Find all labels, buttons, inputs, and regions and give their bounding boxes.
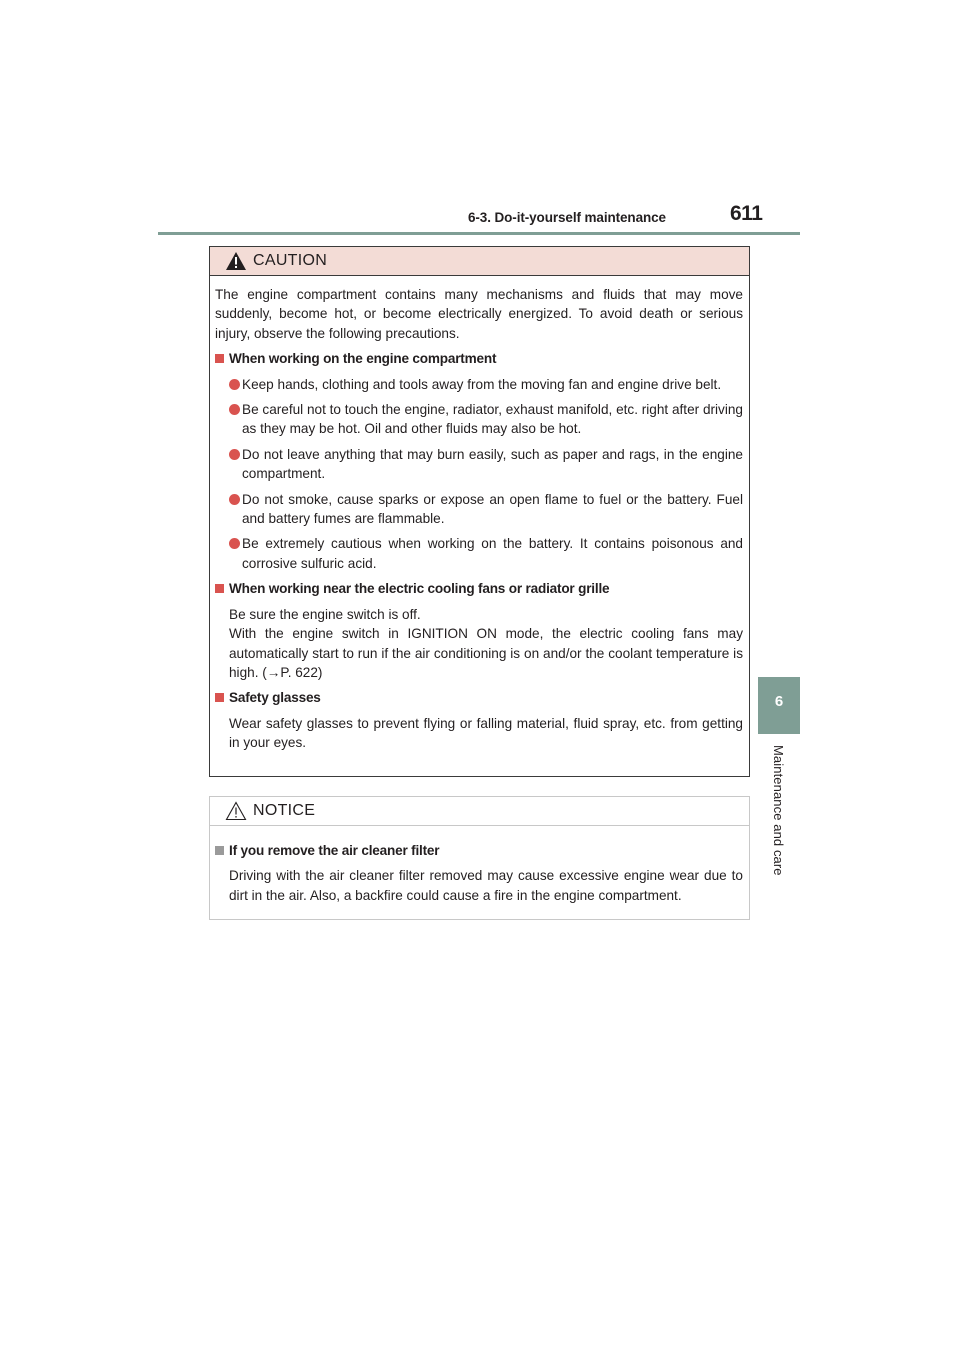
chapter-tab-label: Maintenance and care (771, 745, 786, 876)
caution-body (210, 276, 749, 753)
list-item: Do not leave anything that may burn easily, such as paper and rags, in the engine compartment. (215, 445, 743, 484)
caution-title: CAUTION (253, 252, 328, 269)
filter-text: Driving with the air cleaner filter removed may cause excessive engine wear due to dirt in the air. Also, a backfire could cause a fire in the engine compartment. (229, 868, 743, 903)
bullet-dot-icon (229, 449, 240, 460)
notice-box (209, 796, 750, 920)
bullet-dot-icon (229, 404, 240, 415)
square-bullet-icon (215, 354, 224, 363)
caution-heading-glasses: Safety glasses (215, 688, 743, 707)
engine-bullet-list (215, 375, 743, 574)
notice-body (210, 826, 749, 905)
chapter-tab-number: 6 (758, 677, 800, 734)
caution-intro: The engine compartment contains many mechanisms and fluids that may move suddenly, become hot, or become electrically energized. To avoid death or serious injury, observe the following precautions. (215, 287, 743, 341)
warning-outline-icon (225, 801, 247, 821)
caution-header (210, 247, 749, 276)
header-rule (158, 232, 800, 235)
notice-title: NOTICE (253, 802, 316, 819)
glasses-text: Wear safety glasses to prevent flying or falling material, fluid spray, etc. from getting in your eyes. (229, 715, 743, 751)
fans-text: Be sure the engine switch is off. With the engine switch in IGNITION ON mode, the electric cooling fans may automatically start to run if the air conditioning is on and/or the coolant temperature is high. (→P. 622) (229, 606, 743, 680)
square-bullet-icon (215, 693, 224, 702)
warning-filled-icon (225, 251, 247, 271)
list-item: Keep hands, clothing and tools away from the moving fan and engine drive belt. (215, 375, 743, 394)
bullet-dot-icon (229, 538, 240, 549)
list-item: Be careful not to touch the engine, radiator, exhaust manifold, etc. right after driving as they may be hot. Oil and other fluids may also be hot. (215, 400, 743, 439)
notice-header (210, 797, 749, 826)
bullet-dot-icon (229, 494, 240, 505)
bullet-dot-icon (229, 379, 240, 390)
section-title: 6-3. Do-it-yourself maintenance (468, 210, 666, 225)
page-number: 611 (730, 202, 763, 225)
list-item: Be extremely cautious when working on the battery. It contains poisonous and corrosive sulfuric acid. (215, 534, 743, 573)
square-bullet-icon (215, 584, 224, 593)
notice-heading-filter: If you remove the air cleaner filter (215, 841, 743, 860)
caution-heading-fans: When working near the electric cooling fans or radiator grille (215, 579, 743, 598)
list-item: Do not smoke, cause sparks or expose an open flame to fuel or the battery. Fuel and battery fumes are flammable. (215, 490, 743, 529)
square-bullet-icon (215, 846, 224, 855)
caution-box (209, 246, 750, 777)
caution-heading-engine: When working on the engine compartment (215, 349, 743, 368)
